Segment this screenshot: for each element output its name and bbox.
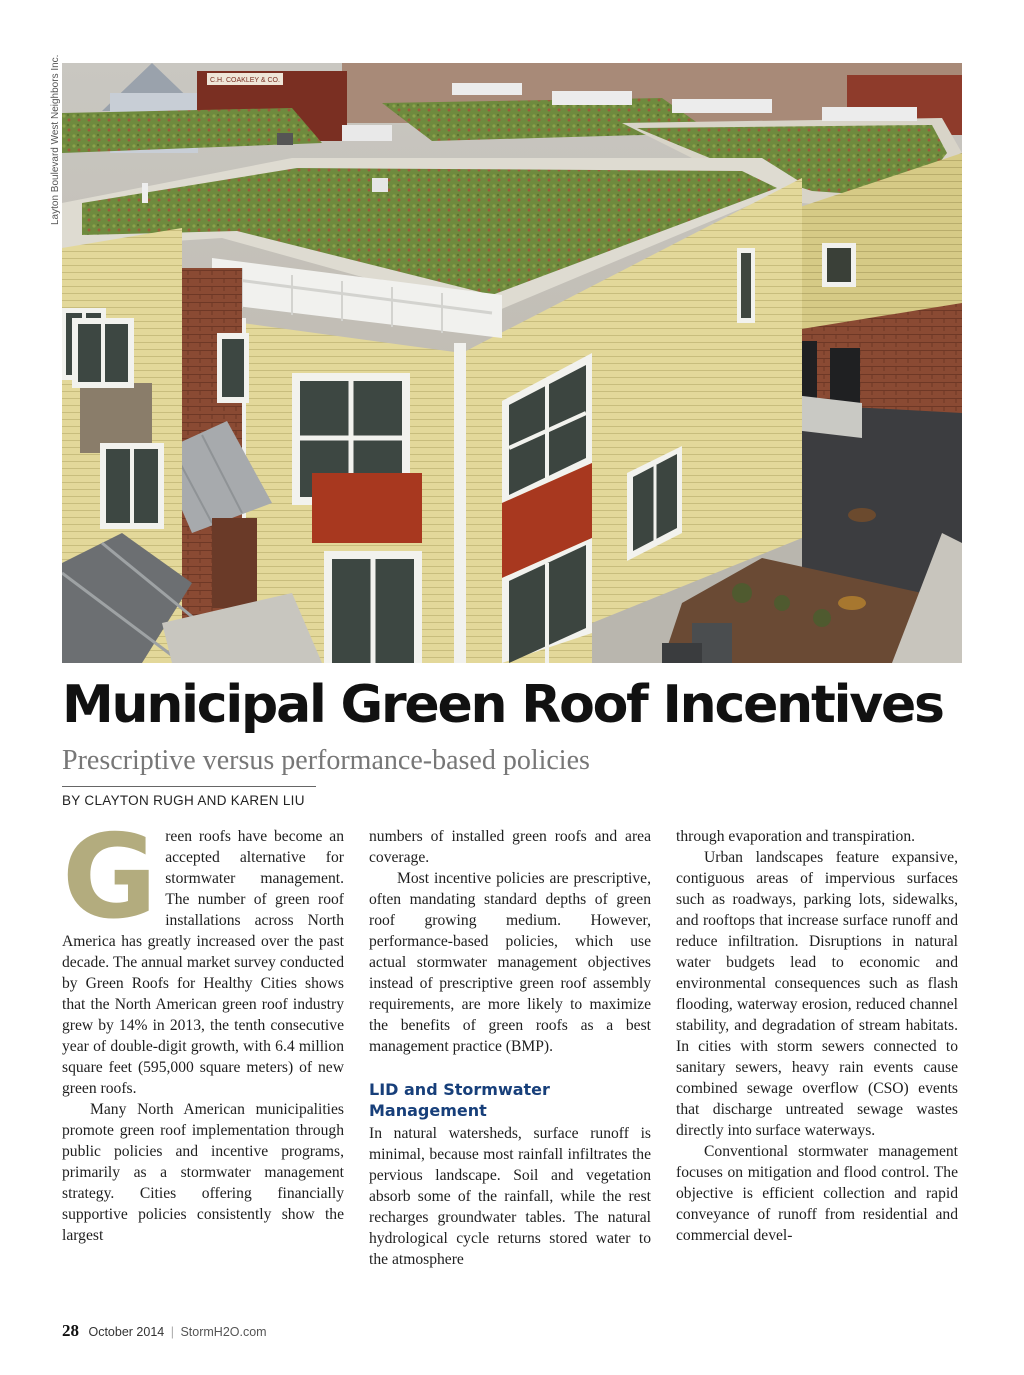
article-subtitle: Prescriptive versus performance-based policies (62, 745, 590, 776)
paragraph: Urban landscapes feature expansive, contiguous areas of impervious surfaces such as roadways, parking lots, sidewalks, and rooftops that increase surface runoff and reduce infiltration. Disruptions in natural water budgets lead to economic and environmental consequences such as flash flooding, waterway erosion, reduced channel stability, and degradation of stream habitats. In cities with storm sewers connected to sanitary sewers, heavy rain events cause combined sewage overflow (CSO) events that discharge untreated sewage wastes directly into surface waterways. (676, 849, 958, 1139)
green-roof-building-illustration (62, 63, 962, 663)
site-link[interactable]: StormH2O.com (180, 1325, 267, 1339)
issue-date: October 2014 (88, 1325, 165, 1339)
paragraph: Most incentive policies are prescriptive, often mandating standard depths of green roof growing medium. However, performance-based policies, which use actual stormwater management objectives instead of prescriptive green roof assembly requirements, are more likely to maximize the benefits of green roofs as a best management practice (BMP). (369, 870, 651, 1055)
footer-separator: | (170, 1325, 174, 1339)
paragraph: In natural watersheds, surface runoff is minimal, because most rainfall infiltrates the pervious landscape. Soil and vegetation absorb some of the rainfall, while the rest recharges groundwater tables. The natural hydrological cycle returns stored water to the atmosphere (369, 1125, 651, 1268)
building-sign-text: C.H. COAKLEY & CO. (210, 77, 280, 84)
paragraph: through evaporation and transpiration. (676, 828, 916, 845)
hero-photo (62, 63, 962, 663)
paragraph: Conventional stormwater management focuses on mitigation and flood control. The objective is efficient collection and rapid conveyance of runoff from residential and commercial devel- (676, 1143, 958, 1244)
column-1 (62, 810, 344, 1246)
paragraph: Many North American municipalities promote green roof implementation through public policies and incentive programs, primarily as a stormwater management strategy. Cities offering financially supportive policies consistently show the largest (62, 1101, 344, 1244)
paragraph: numbers of installed green roofs and area coverage. (369, 828, 651, 866)
paragraph: reen roofs have become an accepted alternative for stormwater management. The number of green roof installations across North America has greatly increased over the past decade. The annual market survey conducted by Green Roofs for Healthy Cities shows that the North American green roof industry grew by 14% in 2013, the tenth consecutive year of double-digit growth, with 6.4 million square feet (595,000 square meters) of new green roofs. (62, 828, 344, 1097)
photo-credit-text: Layton Boulevard West Neighbors Inc. (50, 54, 61, 225)
page-footer (62, 1322, 267, 1341)
drop-cap: G (62, 810, 158, 945)
section-heading: LID and Stormwater Management (369, 1080, 550, 1120)
byline-rule (62, 786, 316, 787)
page-number: 28 (62, 1321, 79, 1340)
article-title: Municipal Green Roof Incentives (62, 675, 943, 735)
column-2 (369, 826, 651, 1270)
column-3 (676, 826, 958, 1246)
article-byline: BY CLAYTON RUGH AND KAREN LIU (62, 793, 305, 808)
